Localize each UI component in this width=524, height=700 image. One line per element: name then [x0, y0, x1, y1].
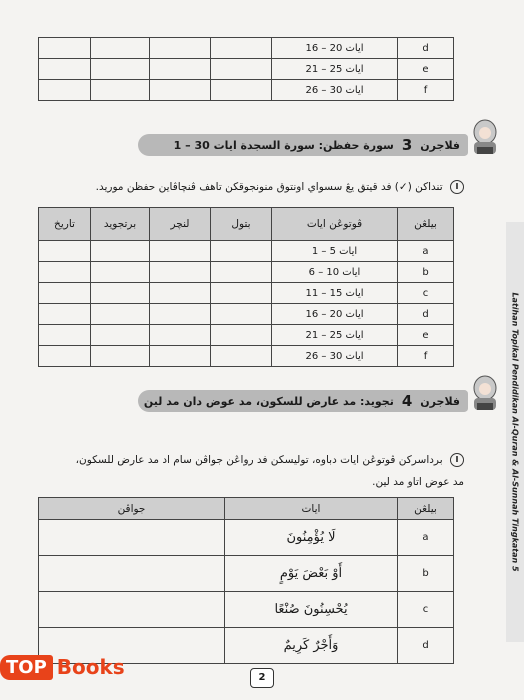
- section4-pill: فلاجرن: [420, 394, 460, 408]
- check-cell[interactable]: [150, 241, 211, 262]
- section3-banner: [138, 134, 468, 156]
- section4-table: [38, 497, 454, 664]
- section4-instruction-line1: برداسركن ڤوتوڠن ايات دباوه، توليسكن فد رواڠن جواڤن سام اد مد عارض للسكون،: [75, 454, 443, 466]
- check-cell[interactable]: [91, 38, 150, 59]
- check-cell[interactable]: [150, 80, 211, 101]
- label-cell: a: [398, 520, 454, 556]
- ayat-cell: أَوْ بَعْضَ يَوْمٍ: [225, 556, 398, 592]
- label-cell: d: [398, 628, 454, 664]
- check-cell[interactable]: [91, 304, 150, 325]
- header-bilangan: بيلڠن: [398, 498, 454, 520]
- date-cell[interactable]: [39, 262, 91, 283]
- answer-cell[interactable]: [39, 556, 225, 592]
- topbooks-logo: [0, 652, 125, 682]
- section3-table: [38, 207, 454, 367]
- check-cell[interactable]: [91, 241, 150, 262]
- ayat-cell: لَا يُؤْمِنُونَ: [225, 520, 398, 556]
- label-cell: e: [398, 325, 454, 346]
- check-cell[interactable]: [150, 38, 211, 59]
- header-bertajwid: برتجويد: [91, 208, 150, 241]
- section4-banner: [138, 390, 468, 412]
- check-cell[interactable]: [211, 38, 272, 59]
- date-cell[interactable]: [39, 304, 91, 325]
- check-cell[interactable]: [91, 59, 150, 80]
- section4-title: تجويد: مد عارض للسكون، مد عوض دان مد لين: [143, 394, 394, 408]
- check-cell[interactable]: [91, 325, 150, 346]
- header-lancar: لنچر: [150, 208, 211, 241]
- page-number: 2: [250, 668, 274, 688]
- date-cell[interactable]: [39, 59, 91, 80]
- label-cell: b: [398, 556, 454, 592]
- header-betul: بتول: [211, 208, 272, 241]
- instruction-number: I: [450, 180, 464, 194]
- check-cell[interactable]: [150, 262, 211, 283]
- section3-instruction-text: تنداكن (✓) فد قيتق يڠ سسواي اونتوق منونجوقكن تاهف ڤنچاڤاين حفظن موريد.: [95, 181, 443, 193]
- check-cell[interactable]: [211, 262, 272, 283]
- ayat-cell: ايات 20 – 16: [272, 38, 398, 59]
- student-avatar-icon: [466, 374, 504, 414]
- logo-top: TOP: [0, 655, 53, 680]
- ayat-cell: ايات 15 – 11: [272, 283, 398, 304]
- header-potongan-ayat: ڤوتوڠن ايات: [272, 208, 398, 241]
- section3-number: 3: [401, 136, 413, 154]
- date-cell[interactable]: [39, 325, 91, 346]
- date-cell[interactable]: [39, 38, 91, 59]
- label-cell: e: [398, 59, 454, 80]
- label-cell: b: [398, 262, 454, 283]
- check-cell[interactable]: [150, 304, 211, 325]
- check-cell[interactable]: [211, 59, 272, 80]
- label-cell: a: [398, 241, 454, 262]
- side-tab: [506, 222, 524, 642]
- check-cell[interactable]: [150, 59, 211, 80]
- top-table: [38, 37, 454, 101]
- check-cell[interactable]: [91, 283, 150, 304]
- student-avatar-icon: [466, 118, 504, 158]
- label-cell: c: [398, 592, 454, 628]
- label-cell: d: [398, 304, 454, 325]
- check-cell[interactable]: [91, 346, 150, 367]
- check-cell[interactable]: [150, 346, 211, 367]
- check-cell[interactable]: [150, 325, 211, 346]
- section4-instruction-line2: مد عوض اتاو مد لين.: [372, 476, 464, 488]
- label-cell: c: [398, 283, 454, 304]
- ayat-cell: ايات 25 – 21: [272, 59, 398, 80]
- label-cell: f: [398, 80, 454, 101]
- header-jawapan: جواڤن: [39, 498, 225, 520]
- date-cell[interactable]: [39, 80, 91, 101]
- check-cell[interactable]: [211, 346, 272, 367]
- header-bilangan: بيلڠن: [398, 208, 454, 241]
- label-cell: f: [398, 346, 454, 367]
- ayat-cell: ايات 30 – 26: [272, 346, 398, 367]
- check-cell[interactable]: [150, 283, 211, 304]
- side-tab-text: Latihan Topikal Pendidikan Al-Quran & Al-Sunnah Tingkatan 5: [510, 292, 520, 572]
- check-cell[interactable]: [211, 283, 272, 304]
- instruction-number: I: [450, 453, 464, 467]
- date-cell[interactable]: [39, 241, 91, 262]
- ayat-cell: ايات 5 – 1: [272, 241, 398, 262]
- ayat-cell: ايات 25 – 21: [272, 325, 398, 346]
- section4-instruction: [24, 449, 464, 493]
- section3-title: سورة حفظن: سورة السجدة ايات 30 – 1: [173, 138, 394, 152]
- ayat-cell: وَأَجْرٌ كَرِيمٌ: [225, 628, 398, 664]
- logo-books: Books: [56, 655, 125, 679]
- ayat-cell: يُحْسِنُونَ صُنْعًا: [225, 592, 398, 628]
- ayat-cell: ايات 10 – 6: [272, 262, 398, 283]
- header-ayat: ايات: [225, 498, 398, 520]
- date-cell[interactable]: [39, 346, 91, 367]
- ayat-cell: ايات 30 – 26: [272, 80, 398, 101]
- section3-instruction: [24, 180, 464, 194]
- date-cell[interactable]: [39, 283, 91, 304]
- check-cell[interactable]: [211, 325, 272, 346]
- check-cell[interactable]: [211, 304, 272, 325]
- check-cell[interactable]: [91, 262, 150, 283]
- label-cell: d: [398, 38, 454, 59]
- header-tarikh: تاريخ: [39, 208, 91, 241]
- section4-number: 4: [401, 392, 413, 410]
- answer-cell[interactable]: [39, 520, 225, 556]
- check-cell[interactable]: [211, 241, 272, 262]
- check-cell[interactable]: [91, 80, 150, 101]
- section3-pill: فلاجرن: [420, 138, 460, 152]
- answer-cell[interactable]: [39, 592, 225, 628]
- ayat-cell: ايات 20 – 16: [272, 304, 398, 325]
- check-cell[interactable]: [211, 80, 272, 101]
